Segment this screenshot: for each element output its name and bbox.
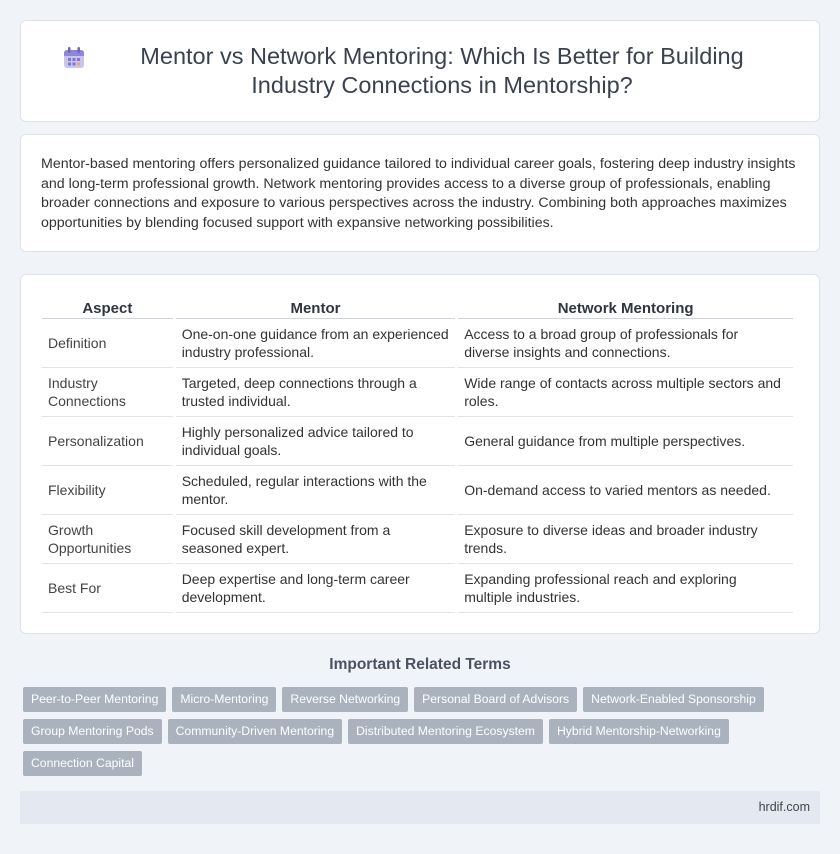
mentor-cell: Focused skill development from a seasoned expert. [176,515,456,564]
related-terms-heading: Important Related Terms [329,656,511,673]
aspect-cell: Best For [42,564,173,613]
related-term-tag[interactable]: Group Mentoring Pods [23,719,162,744]
table-row [42,564,793,613]
mentor-cell: Targeted, deep connections through a trusted individual. [176,368,456,417]
aspect-cell: Flexibility [42,466,173,515]
aspect-cell: Industry Connections [42,368,173,417]
footer [20,791,820,824]
table-row [42,368,793,417]
calendar-icon [61,45,87,71]
comparison-card [20,274,820,634]
network-cell: General guidance from multiple perspectives. [458,417,793,466]
column-header-aspect: Aspect [42,295,173,319]
mentor-cell: One-on-one guidance from an experienced industry professional. [176,319,456,368]
aspect-cell: Growth Opportunities [42,515,173,564]
page-title: Mentor vs Network Mentoring: Which Is Better for Building Industry Connections in Mentorship? [140,43,744,98]
related-term-tag[interactable]: Personal Board of Advisors [414,687,577,712]
column-header-mentor: Mentor [176,295,456,319]
related-term-tag[interactable]: Community-Driven Mentoring [168,719,343,744]
mentor-cell: Deep expertise and long-term career development. [176,564,456,613]
related-term-tag[interactable]: Connection Capital [23,751,142,776]
intro-paragraph: Mentor-based mentoring offers personalized guidance tailored to individual career goals, fostering deep industry insights and long-term professional growth. Network mentoring provides access to a diverse group of professionals, enabling broader connections and exposure to various perspectives across the industry. Combining both approaches maximizes opportunities by blending focused support with expansive networking possibilities. [41,156,796,231]
network-cell: Exposure to diverse ideas and broader industry trends. [458,515,793,564]
related-term-tag[interactable]: Peer-to-Peer Mentoring [23,687,166,712]
related-term-tag[interactable]: Reverse Networking [282,687,408,712]
intro-card [20,134,820,252]
related-term-tag[interactable]: Hybrid Mentorship-Networking [549,719,729,744]
related-terms-list [23,687,813,783]
table-row [42,515,793,564]
title-card [20,20,820,122]
network-cell: Wide range of contacts across multiple sectors and roles. [458,368,793,417]
table-row [42,466,793,515]
related-term-tag[interactable]: Network-Enabled Sponsorship [583,687,764,712]
table-row [42,319,793,368]
column-header-network-mentoring: Network Mentoring [458,295,793,319]
related-term-tag[interactable]: Distributed Mentoring Ecosystem [348,719,543,744]
mentor-cell: Scheduled, regular interactions with the mentor. [176,466,456,515]
table-header-row [42,295,793,319]
footer-site-link[interactable]: hrdif.com [758,800,810,814]
table-row [42,417,793,466]
comparison-table [39,295,796,613]
aspect-cell: Definition [42,319,173,368]
network-cell: Access to a broad group of professionals for diverse insights and connections. [458,319,793,368]
network-cell: On-demand access to varied mentors as needed. [458,466,793,515]
aspect-cell: Personalization [42,417,173,466]
network-cell: Expanding professional reach and exploring multiple industries. [458,564,793,613]
mentor-cell: Highly personalized advice tailored to individual goals. [176,417,456,466]
related-term-tag[interactable]: Micro-Mentoring [172,687,276,712]
